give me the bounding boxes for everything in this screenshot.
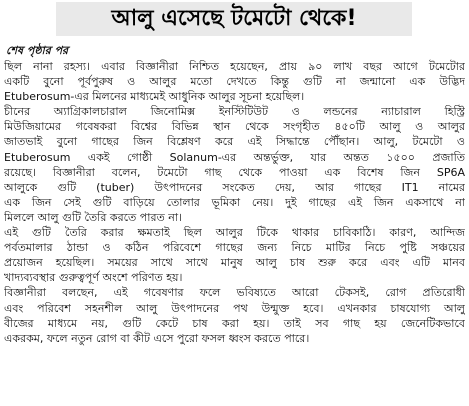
- article-line: একটি বুনো পূর্বপুরুষ ও আলুর মতো দেখতে কিন্তু গুটি না জন্মানো এক উদ্ভিদ: [4, 75, 465, 89]
- article-line: মিউজিয়ামের গবেষকরা বিশ্বের বিভিন্ন স্থান থেকে সংগৃহীত ৪৫০টি আলু ও আলুর: [4, 120, 465, 134]
- article-line: Etuberosum একই গোষ্ঠী Solanum-এর অন্তর্ভুক্ত, যার অন্তত ১৫০০ প্রজাতি: [4, 150, 465, 164]
- article-line: Etuberosum-এর মিলনের মাধ্যমেই আধুনিক আলুর সূচনা হয়েছিল।: [4, 90, 305, 104]
- headline-banner: [56, 2, 412, 36]
- article-body: [4, 59, 465, 346]
- article-line: পর্বতমালার ঠান্ডা ও কঠিন পরিবেশে গাছের জন্য নিচে মাটির নিচে পুষ্টি সঞ্চয়ের: [4, 241, 465, 255]
- article-line: চীনের অ্যাগ্রিকালচারাল জিনোমিক্স ইনস্টিটিউট ও লন্ডনের ন্যাচারাল হিস্ট্রি: [4, 105, 465, 119]
- article-line: আলুকে গুটি (tuber) উৎপাদনের সংকেত দেয়, আর গাছের IT1 নামের: [4, 180, 465, 194]
- article-line: বিজ্ঞানীরা বলছেন, এই গবেষণার ফলে ভবিষ্যতে আরো টেকসই, রোগ প্রতিরোধী: [4, 286, 465, 300]
- article-line: মিললে আলু গুটি তৈরি করতে পারত না।: [4, 210, 182, 224]
- headline: আলু এসেছে টমেটো থেকে!: [111, 6, 357, 31]
- article-line: ছিল নানা রহস্য। এবার বিজ্ঞানীরা নিশ্চিত হয়েছেন, প্রায় ৯০ লাখ বছর আগে টমেটোর: [4, 60, 465, 73]
- article-line: এক জিন সেই গুটি বাড়িয়ে তোলার ভূমিকা নেয়। দুই গাছের এই জিন একসাথে না: [4, 195, 465, 209]
- continued-from-label: শেষ পৃষ্ঠার পর: [6, 44, 69, 57]
- article-line: একরকম, ফলে নতুন রোগ বা কীট এসে পুরো ফসল ধ্বংস করতে পারে।: [4, 331, 310, 345]
- article-line: এই গুটি তৈরি করার ক্ষমতাই ছিল আলুর টিকে থাকার চাবিকাঠি। কারণ, আন্দিজ: [4, 226, 465, 240]
- article-line: বীজের মাধ্যমে নয়, গুটি কেটে চাষ করা হয়। তাই সব গাছ হয় জেনেটিকভাবে: [4, 316, 465, 330]
- article-line: জাতভাই বুনো গাছের জিন বিশ্লেষণ করে এই সিদ্ধান্তে পৌঁছান। আলু, টমেটো ও: [4, 135, 465, 149]
- article-line: রয়েছে। বিজ্ঞানীরা বলেন, টমেটো গাছ থেকে পাওয়া এক বিশেষ জিন SP6A: [4, 165, 465, 179]
- article-line: খাদ্যব্যবস্থার গুরুত্বপূর্ণ অংশে পরিণত হয়।: [4, 271, 183, 285]
- article-line: প্রয়োজন হয়েছিল। সময়ের সাথে সাথে মানুষ আলু চাষ শুরু করে এবং এটি মানব: [4, 256, 465, 270]
- article-line: এবং পরিবেশ সহনশীল আলু উৎপাদনের পথ উন্মুক্ত হবে। এখনকার চাষযোগ্য আলু: [4, 301, 465, 315]
